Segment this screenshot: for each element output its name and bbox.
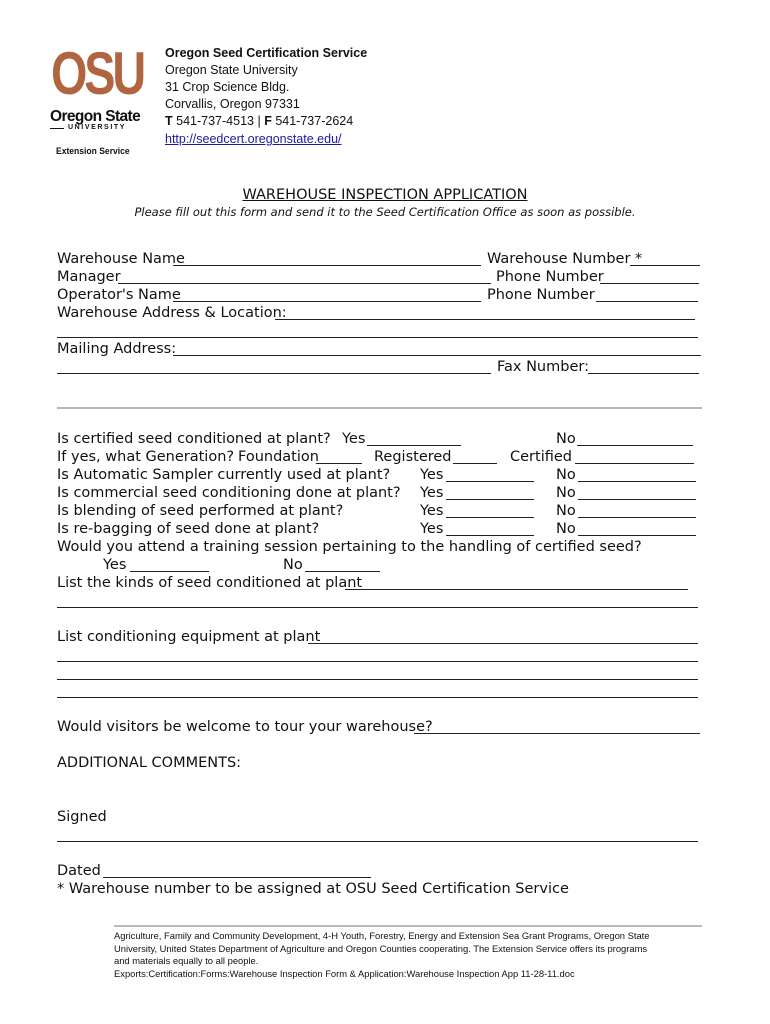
q5-yes-label: Yes [420, 503, 444, 519]
q3-no-label: No [556, 467, 576, 483]
q4-no-field[interactable] [578, 499, 696, 500]
q6-no-label: No [556, 521, 576, 537]
list-seed-kinds-field[interactable] [345, 589, 688, 590]
logo-sub: UNIVERSITY [68, 124, 127, 131]
logo-mark: OSU [51, 40, 144, 107]
list-equipment-field-2[interactable] [57, 661, 698, 662]
q5-no-field[interactable] [578, 517, 696, 518]
building-address: 31 Crop Science Bldg. [165, 80, 290, 94]
q1-no-field[interactable] [577, 445, 693, 446]
registered-label: Registered [374, 449, 452, 465]
q5-yes-field[interactable] [446, 517, 534, 518]
q6-no-field[interactable] [578, 535, 696, 536]
q6-yes-label: Yes [420, 521, 444, 537]
footer-line-2: University, United States Department of Agriculture and Oregon Counties cooperating. The Extension Service offers its programs [114, 942, 648, 954]
city-address: Corvallis, Oregon 97331 [165, 97, 300, 111]
warehouse-name-label: Warehouse Name [57, 251, 185, 267]
mailing-address-label: Mailing Address: [57, 341, 177, 357]
q7-no-field[interactable] [305, 571, 380, 572]
additional-comments-label: ADDITIONAL COMMENTS: [57, 755, 242, 771]
list-equipment-field-4[interactable] [57, 697, 698, 698]
warehouse-number-field[interactable] [630, 265, 700, 266]
university-name: Oregon State University [165, 63, 298, 77]
fax-number-label: Fax Number: [497, 359, 589, 375]
q4-no-label: No [556, 485, 576, 501]
manager-field[interactable] [118, 283, 491, 284]
dated-label: Dated [57, 863, 101, 879]
q7-no-label: No [283, 557, 303, 573]
q7-yes-field[interactable] [130, 571, 209, 572]
footer-text [114, 930, 650, 980]
org-name: Oregon Seed Certification Service [165, 46, 368, 60]
phone-number-field-1[interactable] [600, 283, 699, 284]
footer-line-4: Exports:Certification:Forms:Warehouse Inspection Form & Application:Warehouse Inspection App 11-28-11.doc [114, 967, 575, 979]
tel-number: 541-737-4513 [176, 114, 254, 128]
section-divider [57, 407, 702, 409]
list-equipment-label: List conditioning equipment at plant [57, 629, 321, 645]
q1-no-label: No [556, 431, 576, 447]
fax-prefix: F [264, 114, 272, 128]
q4-yes-field[interactable] [446, 499, 534, 500]
warehouse-address-field-2[interactable] [57, 337, 698, 338]
mailing-address-field[interactable] [173, 355, 701, 356]
q-certified-seed: Is certified seed conditioned at plant? [57, 431, 331, 447]
footer-line-3: and materials equally to all people. [114, 955, 259, 966]
q1-yes-label: Yes [342, 431, 366, 447]
registered-field[interactable] [453, 463, 497, 464]
tel-prefix: T [165, 114, 173, 128]
fax-number: 541-737-2624 [275, 114, 354, 128]
list-equipment-field[interactable] [308, 643, 698, 644]
contact-line [165, 113, 353, 130]
q-generation: If yes, what Generation? [57, 449, 235, 465]
q3-yes-field[interactable] [446, 481, 534, 482]
footer-line-1: Agriculture, Family and Community Development, 4-H Youth, Forestry, Energy and Extension Sea Grant Programs, Oregon State [114, 930, 650, 941]
visitors-field[interactable] [414, 733, 700, 734]
contact-separator: | [257, 114, 261, 128]
phone-number-label-2: Phone Number [487, 287, 595, 303]
manager-label: Manager [57, 269, 121, 285]
foundation-label: Foundation [238, 449, 319, 465]
fax-number-field[interactable] [588, 373, 699, 374]
dated-field[interactable] [103, 877, 371, 878]
visitors-question: Would visitors be welcome to tour your warehouse? [57, 719, 433, 735]
website-link[interactable]: http://seedcert.oregonstate.edu/ [165, 132, 342, 146]
warehouse-address-label: Warehouse Address & Location: [57, 305, 287, 321]
osu-logo [50, 40, 145, 160]
warehouse-name-field[interactable] [173, 265, 481, 266]
warehouse-number-note: * Warehouse number to be assigned at OSU Seed Certification Service [57, 881, 569, 897]
q-blending: Is blending of seed performed at plant? [57, 503, 344, 519]
list-equipment-field-3[interactable] [57, 679, 698, 680]
q-rebagging: Is re-bagging of seed done at plant? [57, 521, 320, 537]
certified-label: Certified [510, 449, 572, 465]
form-title: WAREHOUSE INSPECTION APPLICATION [242, 187, 528, 203]
q7-yes-label: Yes [103, 557, 127, 573]
warehouse-address-field[interactable] [275, 319, 695, 320]
logo-name: Oregon State [50, 108, 141, 125]
q4-yes-label: Yes [420, 485, 444, 501]
list-seed-kinds-field-2[interactable] [57, 607, 698, 608]
q5-no-label: No [556, 503, 576, 519]
logo-rule [50, 128, 64, 129]
phone-number-label-1: Phone Number [496, 269, 604, 285]
mailing-address-field-2[interactable] [57, 373, 491, 374]
q3-no-field[interactable] [578, 481, 696, 482]
operator-name-label: Operator's Name [57, 287, 181, 303]
logo-unit: Extension Service [56, 146, 130, 157]
q-commercial-conditioning: Is commercial seed conditioning done at plant? [57, 485, 401, 501]
q-training-session: Would you attend a training session pertaining to the handling of certified seed? [57, 539, 642, 555]
footer-divider [114, 925, 702, 927]
q1-yes-field[interactable] [367, 445, 461, 446]
signed-field[interactable] [57, 841, 698, 842]
q3-yes-label: Yes [420, 467, 444, 483]
certified-field[interactable] [575, 463, 694, 464]
q-automatic-sampler: Is Automatic Sampler currently used at plant? [57, 467, 391, 483]
q6-yes-field[interactable] [446, 535, 534, 536]
signed-label: Signed [57, 809, 107, 825]
warehouse-number-label: Warehouse Number * [487, 251, 643, 267]
operator-name-field[interactable] [173, 301, 481, 302]
form-subtitle: Please fill out this form and send it to the Seed Certification Office as soon as possible. [134, 205, 636, 219]
foundation-field[interactable] [316, 463, 362, 464]
list-seed-kinds-label: List the kinds of seed conditioned at plant [57, 575, 363, 591]
phone-number-field-2[interactable] [596, 301, 698, 302]
